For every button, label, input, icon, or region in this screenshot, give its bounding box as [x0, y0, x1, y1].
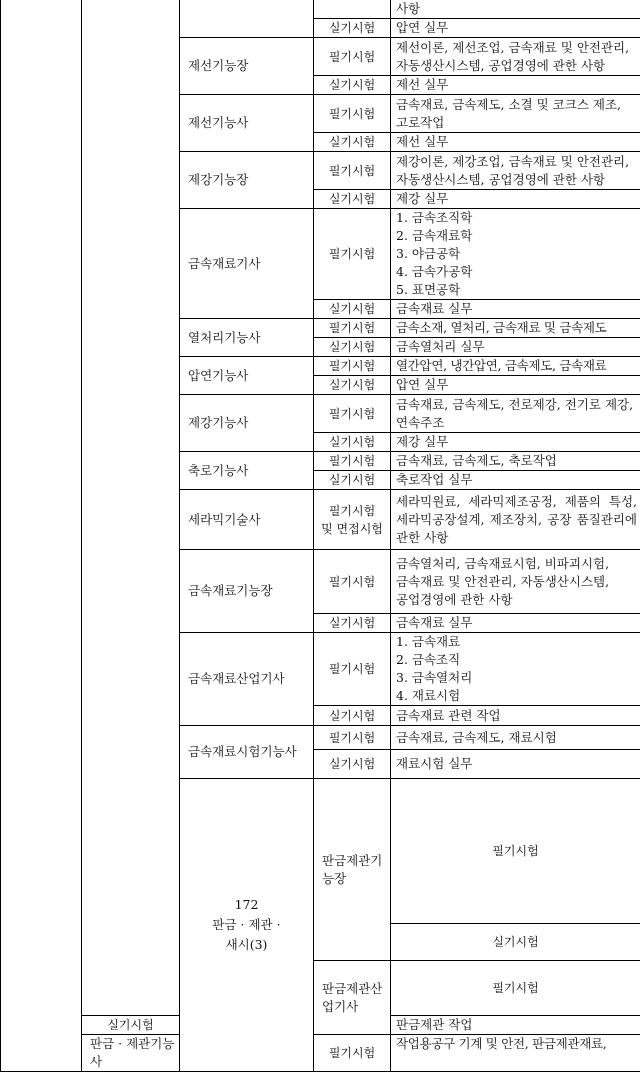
- certification-cell: 열처리기능사: [180, 319, 314, 357]
- exam-type-cell: 실기시험: [314, 706, 391, 726]
- subject-cell: 제선이론, 제선조업, 금속재료 및 안전관리, 자동생산시스템, 공업경영에 관한 사항: [391, 38, 640, 76]
- exam-type-cell: 필기시험: [314, 152, 391, 190]
- exam-type-cell: 실기시험: [82, 1016, 180, 1035]
- certification-cell: 금속재료기사: [180, 209, 314, 319]
- exam-type-cell: 실기시험: [314, 76, 391, 95]
- table-row: [1, 0, 640, 19]
- category-number: 172: [180, 895, 313, 915]
- exam-type-cell: 필기시험: [391, 961, 640, 1016]
- subject-cell: 제선 실무: [391, 76, 640, 95]
- exam-type-cell: 실기시험: [314, 614, 391, 633]
- subject-cell: 판금제관 작업: [391, 1016, 640, 1035]
- exam-type-cell: 필기시험: [314, 395, 391, 433]
- subject-cell: 금속재료, 금속제도, 축로작업: [391, 452, 640, 471]
- exam-type-cell: 필기시험: [314, 452, 391, 471]
- exam-type-cell: 실기시험: [314, 338, 391, 357]
- list-item: 3. 금속열처리: [396, 669, 637, 687]
- category-name: 판금 · 제관 ·: [180, 915, 313, 935]
- list-item: 2. 금속재료학: [396, 227, 637, 245]
- subject-cell: 금속재료, 금속제도, 재료시험: [391, 726, 640, 750]
- list-item: 4. 금속가공학: [396, 263, 637, 281]
- subject-cell: 금속재료 실무: [391, 300, 640, 319]
- certification-cell: 금속재료기능장: [180, 550, 314, 633]
- exam-type-cell: 필기시험: [391, 779, 640, 924]
- certification-cell: 판금제관산업기사: [314, 961, 391, 1035]
- subject-cell: 제강 실무: [391, 433, 640, 452]
- outer-category-cell: [1, 0, 82, 1072]
- certification-cell: 축로기능사: [180, 452, 314, 490]
- list-item: 5. 표면공학: [396, 281, 637, 299]
- subject-cell: 금속소재, 열처리, 금속재료 및 금속제도: [391, 319, 640, 338]
- list-item: 1. 금속재료: [396, 633, 637, 651]
- certification-cell: 제선기능사: [180, 95, 314, 152]
- exam-type-cell: 실기시험: [314, 376, 391, 395]
- exam-type-cell: 필기시험: [314, 357, 391, 376]
- certification-cell: 제강기능사: [180, 395, 314, 452]
- subject-cell: 사항: [391, 0, 640, 19]
- exam-type-cell: 실기시험: [314, 750, 391, 779]
- subject-cell: [391, 633, 640, 706]
- certification-cell: 판금제관기능장: [314, 779, 391, 961]
- category-cell-sheet-metal: [180, 779, 314, 1072]
- subject-cell: 재료시험 실무: [391, 750, 640, 779]
- subject-cell: 축로작업 실무: [391, 471, 640, 490]
- subject-cell: 금속열처리, 금속재료시험, 비파괴시험, 금속재료 및 안전관리, 자동생산시스템, 공업경영에 관한 사항: [391, 550, 640, 614]
- subject-cell: 금속재료, 금속제도, 전로제강, 전기로 제강, 연속주조: [391, 395, 640, 433]
- certification-cell: 제선기능장: [180, 38, 314, 95]
- list-item: 4. 재료시험: [396, 687, 637, 705]
- certification-cell: 판금 · 제관기능사: [82, 1035, 180, 1072]
- category-cell-metal: [82, 0, 180, 1016]
- certification-cell: 금속재료시험기능사: [180, 726, 314, 779]
- list-item: 2. 금속조직: [396, 651, 637, 669]
- certification-cell: [180, 0, 314, 38]
- certification-cell: 금속재료산업기사: [180, 633, 314, 726]
- exam-type-cell: 필기시험: [314, 319, 391, 338]
- certification-cell: 압연기능사: [180, 357, 314, 395]
- exam-type-cell: 필기시험: [314, 95, 391, 133]
- certification-cell: 제강기능장: [180, 152, 314, 209]
- list-item: 1. 금속조직학: [396, 209, 637, 227]
- exam-type-cell: 필기시험: [314, 633, 391, 706]
- subject-cell: 제선 실무: [391, 133, 640, 152]
- exam-type-cell: 실기시험: [314, 190, 391, 209]
- exam-type-cell: 필기시험: [314, 38, 391, 76]
- exam-type-cell: 실기시험: [314, 300, 391, 319]
- certification-cell: 세라믹기술사: [180, 490, 314, 550]
- exam-type-cell: 필기시험: [314, 1035, 391, 1072]
- exam-type-cell: 필기시험 및 면접시험: [314, 490, 391, 550]
- subject-cell: 금속재료, 금속제도, 소결 및 코크스 제조, 고로작업: [391, 95, 640, 133]
- exam-type-cell: 필기시험: [314, 209, 391, 300]
- subject-cell: 열간압연, 냉간압연, 금속제도, 금속재료: [391, 357, 640, 376]
- category-name: 새시(3): [180, 935, 313, 955]
- exam-type-cell: 실기시험: [314, 471, 391, 490]
- list-item: 3. 야금공학: [396, 245, 637, 263]
- exam-type-cell: 실기시험: [314, 19, 391, 38]
- exam-type-cell: 실기시험: [314, 133, 391, 152]
- subject-cell: [391, 209, 640, 300]
- subject-cell: 제강 실무: [391, 190, 640, 209]
- exam-type-cell: 필기시험: [314, 550, 391, 614]
- subject-cell: 제강이론, 제강조업, 금속재료 및 안전관리, 자동생산시스템, 공업경영에 관한 사항: [391, 152, 640, 190]
- subject-cell: 압연 실무: [391, 19, 640, 38]
- exam-type-cell: 필기시험: [314, 726, 391, 750]
- exam-type-cell: 실기시험: [314, 433, 391, 452]
- subject-cell: 세라믹원료, 세라믹제조공정, 제품의 특성, 세라믹공장설계, 제조장치, 공장 품질관리에 관한 사항: [391, 490, 640, 550]
- subject-cell: 금속재료 실무: [391, 614, 640, 633]
- exam-type-cell: [314, 0, 391, 19]
- subject-cell: 금속재료 관련 작업: [391, 706, 640, 726]
- table-row: [1, 1035, 640, 1072]
- subject-cell: 작업용공구 기계 및 안전, 판금제관재료,: [391, 1035, 640, 1072]
- subject-cell: 금속열처리 실무: [391, 338, 640, 357]
- exam-type-cell: 실기시험: [391, 924, 640, 961]
- subject-cell: 압연 실무: [391, 376, 640, 395]
